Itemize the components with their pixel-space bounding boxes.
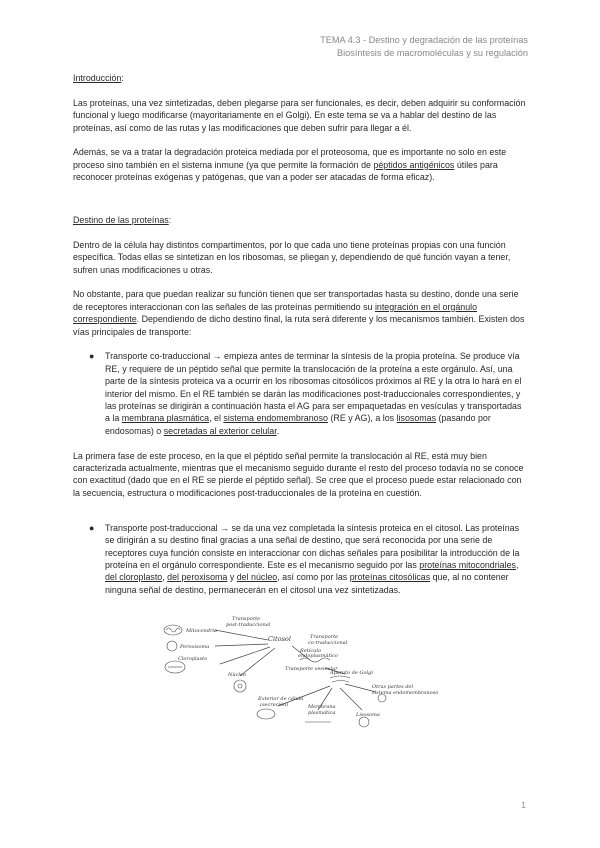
bullet-co-traduccional: ● Transporte co-traduccional → empieza antes de terminar la síntesis de la propia proteína. Se produce vía RE, y requiere de un péptido señal que permite la translocación de la proteína a este orgánulo. Así, una parte de la síntesis proteica va a ocurrir en los ribosomas citosólicos próximos al RE y la otra lo hará en el interior del mismo. En el RE también se darán las modificaciones post-traduccionales correspondientes, y las proteínas se dirigirán a continuación hasta el AG para ser empaquetadas en vesículas y transportadas a la membrana plasmática, el sistema endomembranoso (RE y AG), a los lisosomas (pasando por endosomas) o secretadas al exterior celular. [89, 351, 522, 436]
mitochondria-cristae [166, 628, 180, 632]
bullet-dot-icon: ● [89, 522, 95, 533]
arrow-to-mito [215, 630, 268, 640]
label-ret1: Retículo [300, 648, 321, 654]
label-otras2: sistema endomembranoso [372, 690, 439, 696]
label-mem1: Membrana [308, 704, 336, 710]
diagram-labels [178, 616, 438, 718]
spacer [73, 196, 528, 214]
label-liso: Lisosoma [356, 712, 380, 718]
arrow-to-cloro [220, 647, 270, 664]
destino-heading: Destino de las proteínas: [73, 215, 172, 226]
arrow-to-perox [215, 644, 268, 646]
header-title: TEMA 4.3 - Destino y degradación de las proteínas [320, 35, 528, 45]
label-nucleo: Núcleo [228, 672, 246, 678]
label-citosol: Citosol [268, 635, 291, 643]
spacer [73, 512, 528, 522]
label-post1: Transporte [232, 616, 261, 622]
destino-paragraph-1: Dentro de la célula hay distintos compartimentos, por lo que cada uno tiene proteínas propias con una función específica. Todas ellas se sintetizan en los ribosomas, se pliegan y, dependiendo de qué función vayan a tener, sufren unas modificaciones u otras. [73, 239, 511, 275]
label-ext2: (secreción) [260, 702, 289, 708]
document-body [73, 72, 528, 609]
destino-paragraph-2: No obstante, para que puedan realizar su función tienen que ser transportadas hasta su destino, donde una serie de receptores interaccionan con las señales de las proteínas permitiendo su integración en el orgánulo correspondiente. Dependiendo de dicho destino final, la ruta será diferente y los mecanismos también. Existen dos vías principales de transporte: [73, 289, 525, 337]
destino-paragraph-3: La primera fase de este proceso, en la que el péptido señal permite la translocación al RE, está muy bien caracterizada actualmente, mientras que el mecanismo seguido durante el resto del proceso todavía no se conoce con exactitud (dado que en el RE se pierde el péptido señal). Se cree que el proceso puede estar relacionado con la secuencia, estructura o modificaciones post-traduccionales de la proteína en cuestión. [73, 450, 524, 498]
peroxisome-icon [167, 641, 177, 651]
page-number: 1 [520, 800, 526, 810]
link-peptidos: péptidos antigénicos [373, 159, 455, 170]
lysosome-icon [359, 717, 369, 727]
nucleolus-icon [238, 684, 242, 688]
label-perox: Peroxisoma [180, 644, 210, 650]
cell-exterior-icon [257, 709, 275, 719]
label-otras1: Otras partes del [372, 684, 414, 690]
bullet-post-traduccional: ● Transporte post-traduccional → se da una vez completada la síntesis proteica en el citosol. Las proteínas se dirigirán a su destino final gracias a una señal de destino, que será reconocida por una serie de receptores cuya función consiste en interaccionar con dichas señales para posibilitar la introducción de la proteína en el orgánulo correspondiente. Este es el mecanismo seguido por las proteínas mitocondriales, del cloroplasto, del peroxisoma y del núcleo, así como por las proteínas citosólicas que, al no contener ninguna señal de destino, permanecerán en el citosol una vez sintetizadas. [89, 522, 520, 595]
label-co1: Transporte [310, 634, 339, 640]
intro-paragraph-1: Las proteínas, una vez sintetizadas, deben plegarse para ser funcionales, es decir, deben adquirir su conformación funcional y luego modificarse (mayoritariamente en el Golgi). En este tema se va a hablar del destino de las proteínas, así como de las rutas y las modificaciones que deben sufrir para llegar a él. [73, 97, 526, 133]
nucleus-icon [234, 680, 246, 692]
label-vesic: Transporte vesicular [285, 666, 338, 672]
label-post2: post-traduccional [226, 622, 271, 628]
label-ext1: Exterior de célula [258, 696, 304, 702]
label-mem2: plasmática [308, 710, 336, 716]
page-header [320, 34, 528, 60]
label-mito: Mitocondria [186, 628, 217, 634]
golgi-icon [330, 676, 350, 682]
diagram-svg [150, 612, 450, 737]
label-golgi: Aparato de Golgi [330, 670, 373, 676]
label-cloro: Cloroplasto [178, 656, 208, 662]
protein-routes-diagram [150, 612, 450, 737]
arrow-to-liso [340, 688, 362, 710]
header-subtitle: Biosíntesis de macromoléculas y su regulación [337, 48, 528, 58]
bullet-dot-icon: ● [89, 351, 95, 362]
intro-paragraph-2: Además, se va a tratar la degradación proteica mediada por el proteosoma, que es importante no solo en este proceso sino también en el sistema inmune (ya que permite la formación de péptidos antigénicos útiles para reconocer proteínas exógenas y patógenas, que van a poder ser atacadas de forma eficaz). [73, 147, 507, 183]
label-ret2: endoplasmático [298, 653, 338, 659]
mitochondria-icon [164, 625, 182, 635]
intro-heading: Introducción: [73, 73, 124, 83]
label-co2: co-traduccional [308, 640, 348, 646]
